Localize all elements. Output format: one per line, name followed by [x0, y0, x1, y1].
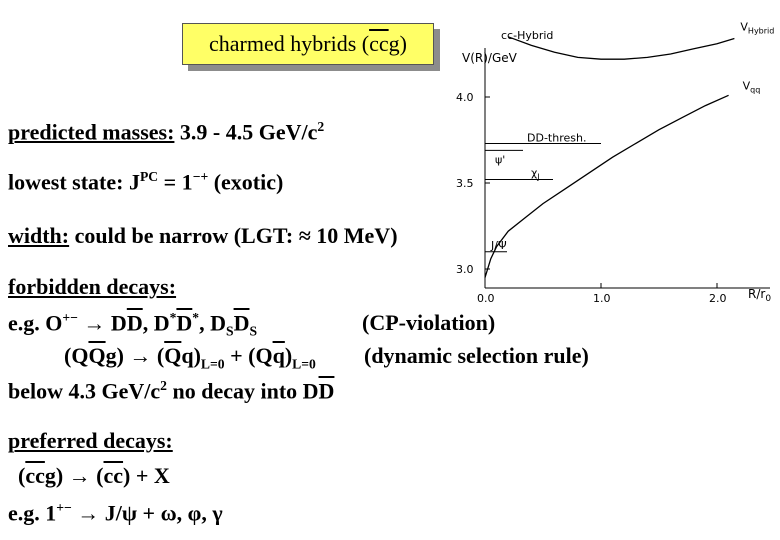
x-axis-label [748, 287, 771, 304]
eg2-b: → J/ψ + ω, φ, γ [71, 500, 223, 526]
below-sup: 2 [160, 378, 167, 393]
eg1-c: , D [142, 310, 170, 336]
pref-ov1: $\overline{cc}$ [25, 463, 45, 488]
eg1-star2: * [192, 310, 200, 325]
lowest-sup1: PC [139, 169, 159, 184]
hline-label-2: $\chi_J$ [531, 166, 540, 182]
dynamic-selection-note: (dynamic selection rule) [364, 343, 589, 368]
eg2-line [8, 500, 223, 526]
qq-d: + (Q [224, 343, 273, 368]
qq-d-ov: $\overline{q}$ [272, 343, 285, 368]
x-tick-label-2: 2.0 [709, 292, 727, 305]
x-tick-label-0: 0.0 [477, 292, 495, 305]
below-b: no decay into D [166, 378, 319, 404]
series-end-label-sub-ccHybrid: Hybrid [747, 26, 775, 36]
below-line [8, 378, 334, 404]
x-axis-label-sub: 0 [765, 294, 772, 304]
eg1-line [8, 310, 257, 340]
lowest-b: = 1 [158, 169, 193, 195]
series-line-Vqq [485, 95, 729, 277]
qq-a: (Q [64, 343, 89, 368]
hline-label-3: J/Ψ [491, 238, 507, 252]
forbidden-label-text: forbidden decays: [8, 274, 177, 299]
below-a: below 4.3 GeV/c [8, 378, 161, 404]
lowest-state-line [8, 169, 283, 195]
hline-label-1: ψ' [495, 153, 506, 167]
eg1-arrow: → [77, 310, 111, 336]
predicted-sup: 2 [317, 119, 325, 134]
y-axis-label: V(R)/GeV [462, 51, 517, 65]
y-tick-label-1: 3.5 [456, 177, 474, 190]
qq-a-ov: $\overline{Q}$ [88, 343, 106, 368]
preferred-label-text: preferred decays: [8, 428, 173, 453]
hline-label-sub-2: J [537, 172, 540, 182]
series-end-label-sub-Vqq: qq [750, 85, 761, 95]
below-ov: $\overline{D}$ [318, 378, 335, 404]
series-end-label-Vqq: $V_{qq}$ [742, 79, 761, 95]
x-tick-label-1: 1.0 [593, 292, 611, 305]
eg1-f-ov: $\overline{D}$ [233, 310, 250, 336]
preferred-decay-line [18, 463, 170, 489]
x-axis-label-text: R/r [748, 287, 766, 301]
series-label-ccHybrid: cc-Hybrid [501, 28, 554, 42]
y-tick-label-0: 3.0 [456, 263, 474, 276]
qq-sub2: L=0 [292, 356, 316, 372]
qq-c: q) [181, 343, 201, 368]
cp-violation-note: (CP-violation) [362, 310, 496, 335]
y-tick-label-2: 4.0 [456, 91, 474, 104]
qq-b-ov: $\overline{Q}$ [164, 343, 182, 368]
eg2-a: e.g. 1 [8, 500, 57, 526]
hline-label-0: DD-thresh. [527, 131, 587, 145]
width-label: width: [8, 223, 70, 248]
lowest-c: (exotic) [208, 169, 284, 195]
qq-sub1: L=0 [200, 356, 225, 372]
predicted-masses-line [8, 119, 324, 145]
lowest-a: lowest state: J [8, 169, 140, 195]
predicted-label: predicted masses: [8, 119, 175, 145]
eg1-a: e.g. O [8, 310, 63, 336]
width-text: could be narrow (LGT: ≈ 10 MeV) [69, 223, 398, 248]
title-overline: $\overline{cc}$ [369, 31, 389, 56]
eg1-sup: +− [62, 310, 78, 325]
pref-b: g) → ( [44, 463, 104, 488]
eg1-b-ov: $\overline{D}$ [126, 310, 143, 336]
forbidden-label [8, 274, 176, 300]
preferred-label [8, 428, 173, 454]
title-box [182, 23, 434, 65]
title-prefix: charmed hybrids ( [209, 31, 370, 56]
eg1-star1: * [169, 310, 177, 325]
series-end-label-ccHybrid: $V_{Hybrid}$ [740, 20, 775, 36]
eg1-d-ov: $\overline{D}$ [176, 310, 193, 336]
pref-a: ( [18, 463, 26, 488]
qq-b: g) → ( [105, 343, 165, 368]
qq-line [64, 343, 316, 372]
eg1-e: , D [199, 310, 226, 336]
eg1-sub1: S [226, 323, 234, 339]
title-suffix: g) [388, 31, 407, 56]
eg1-sub2: S [249, 323, 258, 339]
pref-ov2: $\overline{cc}$ [103, 463, 124, 488]
qq-e: ) [284, 343, 293, 368]
eg2-sup: +− [56, 500, 72, 515]
width-line [8, 223, 398, 249]
potential-plot [445, 20, 778, 310]
lowest-sup2: −+ [192, 169, 209, 184]
predicted-value: 3.9 - 4.5 GeV/c [174, 119, 318, 145]
eg1-b: D [110, 310, 127, 336]
pref-c: ) + X [123, 463, 170, 488]
